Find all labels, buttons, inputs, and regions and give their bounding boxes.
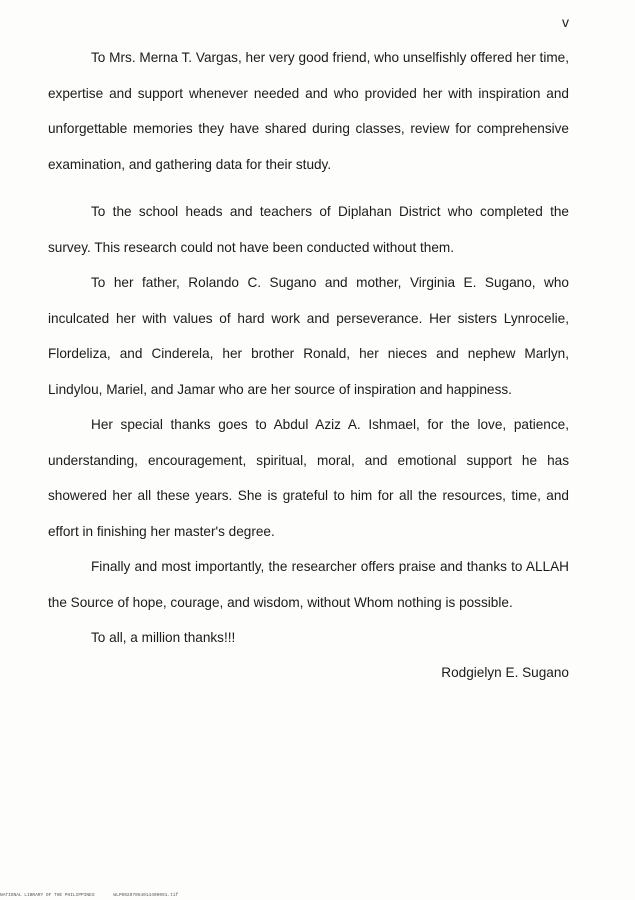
scan-footer	[0, 893, 178, 898]
acknowledgment-paragraph-family: To her father, Rolando C. Sugano and mother, Virginia E. Sugano, who inculcated her with values of hard work and perseverance. Her sisters Lynrocelie, Flordeliza, and Cinderela, her brother Ronald, her nieces and nephew Marlyn, Lindylou, Mariel, and Jamar who are her source of inspiration and happiness.	[48, 275, 569, 397]
acknowledgment-paragraph-vargas: To Mrs. Merna T. Vargas, her very good friend, who unselfishly offered her time, expertise and support whenever needed and who provided her with inspiration and unforgettable memories they have shared during classes, review for comprehensive examination, and gathering data for their study.	[48, 50, 569, 172]
acknowledgment-paragraph-allah: Finally and most importantly, the researcher offers praise and thanks to ALLAH the Source of hope, courage, and wisdom, without Whom nothing is possible.	[48, 559, 569, 610]
scan-id: WLP00207054014400091.tif	[113, 893, 179, 898]
signature-name: Rodgielyn E. Sugano	[441, 665, 569, 680]
acknowledgment-paragraph-closing: To all, a million thanks!!!	[91, 630, 236, 645]
library-name: NATIONAL LIBRARY OF THE PHILIPPINES	[0, 893, 95, 898]
page-number: v	[562, 14, 569, 30]
acknowledgment-paragraph-ishmael: Her special thanks goes to Abdul Aziz A. Ishmael, for the love, patience, understanding, encouragement, spiritual, moral, and emotional support he has showered her all these years. She is grateful to him for all the resources, time, and effort in finishing her master's degree.	[48, 417, 569, 539]
acknowledgment-paragraph-school-heads: To the school heads and teachers of Diplahan District who completed the survey. This research could not have been conducted without them.	[48, 204, 569, 255]
